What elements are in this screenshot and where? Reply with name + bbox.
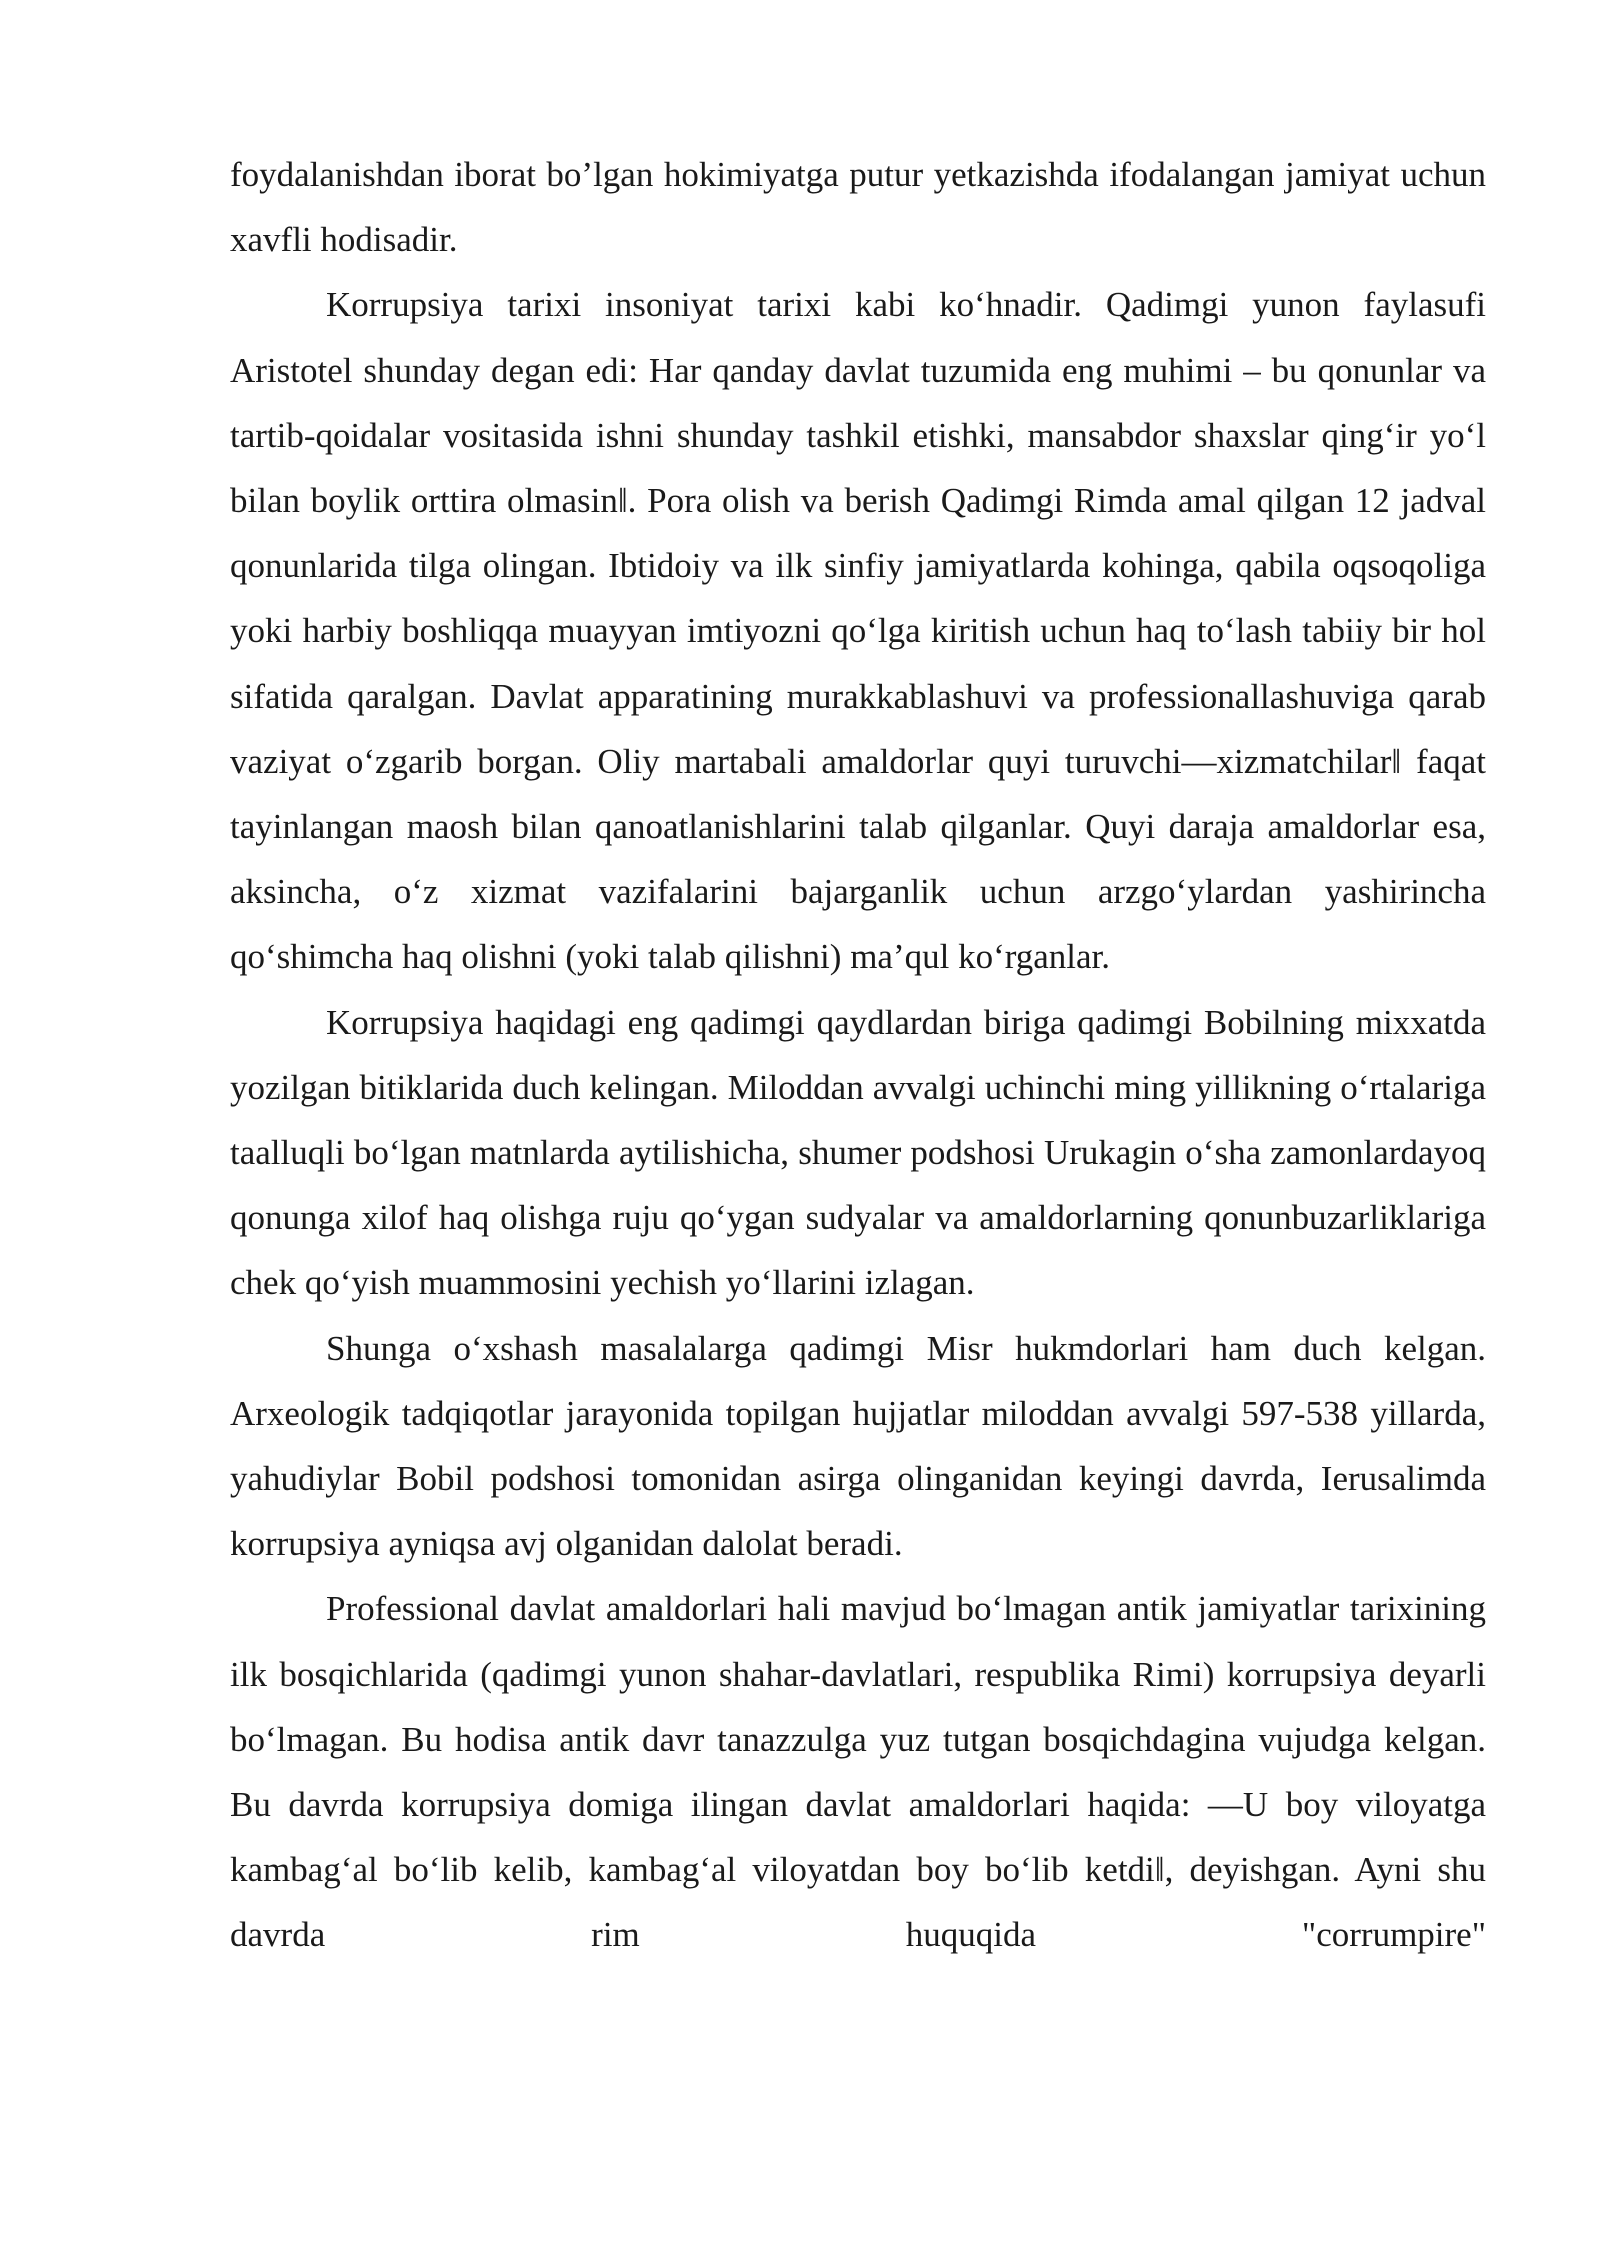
paragraph: Shunga o‘xshash masalalarga qadimgi Misr hukmdorlari ham duch kelgan. Arxeologik tadqiqotlar jarayonida topilgan hujjatlar miloddan avvalgi 597-538 yillarda, yahudiylar Bobil podshosi tomonidan asirga olinganidan keyingi davrda, Ierusalimda korrupsiya ayniqsa avj olganidan dalolat beradi. xyxy=(230,1328,1486,1564)
document-body xyxy=(230,142,1486,1968)
paragraph: Professional davlat amaldorlari hali mavjud bo‘lmagan antik jamiyatlar tarixining ilk bosqichlarida (qadimgi yunon shahar-davlatlari, respublika Rimi) korrupsiya deyarli bo‘lmagan. Bu hodisa antik davr tanazzulga yuz tutgan bosqichdagina vujudga kelgan. Bu davrda korrupsiya domiga ilingan davlat amaldorlari haqida: ―U boy viloyatga kambag‘al bo‘lib kelib, kambag‘al viloyatdan boy bo‘lib ketdi‖, deyishgan. Ayni shu davrda rim huquqida "corrumpire" xyxy=(230,1589,1486,1955)
paragraph: Korrupsiya haqidagi eng qadimgi qaydlardan biriga qadimgi Bobilning mixxatda yozilgan bitiklarida duch kelingan. Miloddan avvalgi uchinchi ming yillikning o‘rtalariga taalluqli bo‘lgan matnlarda aytilishicha, shumer podshosi Urukagin o‘sha zamonlardayoq qonunga xilof haq olishga ruju qo‘ygan sudyalar va amaldorlarning qonunbuzarliklariga chek qo‘yish muammosini yechish yo‘llarini izlagan. xyxy=(230,1002,1486,1303)
paragraph: Korrupsiya tarixi insoniyat tarixi kabi ko‘hnadir. Qadimgi yunon faylasufi Aristotel shunday degan edi: Har qanday davlat tuzumida eng muhimi – bu qonunlar va tartib-qoidalar vositasida ishni shunday tashkil etishki, mansabdor shaxslar qing‘ir yo‘l bilan boylik orttira olmasin‖. Pora olish va berish Qadimgi Rimda amal qilgan 12 jadval qonunlarida tilga olingan. Ibtidoiy va ilk sinfiy jamiyatlarda kohinga, qabila oqsoqoliga yoki harbiy boshliqqa muayyan imtiyozni qo‘lga kiritish uchun haq to‘lash tabiiy bir hol sifatida qaralgan. Davlat apparatining murakkablashuvi va professionallashuviga qarab vaziyat o‘zgarib borgan. Oliy martabali amaldorlar quyi turuvchi—xizmatchilar‖ faqat tayinlangan maosh bilan qanoatlanishlarini talab qilganlar. Quyi daraja amaldorlar esa, aksincha, o‘z xizmat vazifalarini bajarganlik uchun arzgo‘ylardan yashirincha qo‘shimcha haq olishni (yoki talab qilishni) ma’qul ko‘rganlar. xyxy=(230,285,1486,977)
paragraph: foydalanishdan iborat bo’lgan hokimiyatga putur yetkazishda ifodalangan jamiyat uchun xavfli hodisadir. xyxy=(230,155,1486,260)
